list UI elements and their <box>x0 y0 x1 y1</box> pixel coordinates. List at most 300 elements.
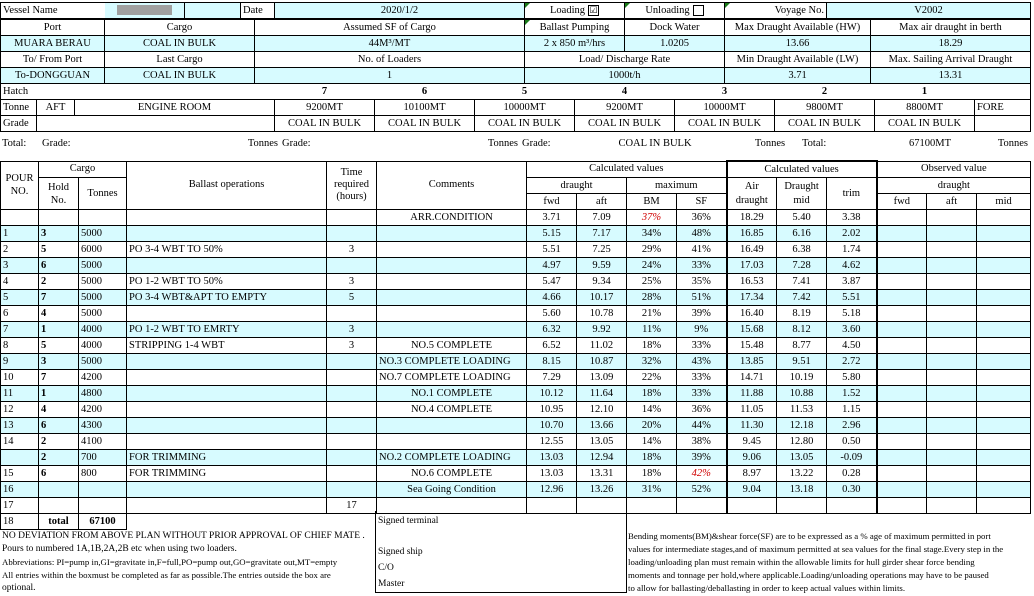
loaders-label: No. of Loaders <box>255 52 525 68</box>
plan-row <box>1 434 1031 450</box>
hatch-tonne-6[interactable]: 10100MT <box>375 100 475 116</box>
cell-observed[interactable] <box>977 338 1031 354</box>
cell-hold[interactable]: 3 <box>39 354 79 370</box>
plan-row <box>1 306 1031 322</box>
cargo-label: Cargo <box>105 20 255 36</box>
cell-tonnes[interactable]: 5000 <box>79 290 127 306</box>
cell-time[interactable] <box>327 466 377 482</box>
cell-observed[interactable] <box>977 226 1031 242</box>
cell-comment[interactable] <box>377 290 527 306</box>
cell-time[interactable]: 3 <box>327 322 377 338</box>
cell-air: 16.85 <box>727 226 777 242</box>
cell-observed[interactable] <box>927 258 977 274</box>
cell-aft: 13.31 <box>577 466 627 482</box>
cell-time[interactable] <box>327 450 377 466</box>
date-value[interactable]: 2020/1/2 <box>275 3 525 19</box>
cell-observed[interactable] <box>927 226 977 242</box>
cell-observed[interactable] <box>927 418 977 434</box>
cell-ballast[interactable]: PO 1-2 WBT TO EMRTY <box>127 322 327 338</box>
signed-ship-label: Signed ship <box>378 547 423 557</box>
tonnes-label-2: Tonnes <box>487 137 518 149</box>
cell-ballast[interactable]: PO 1-2 WBT TO 50% <box>127 274 327 290</box>
cell-ballast[interactable] <box>127 258 327 274</box>
cell-time[interactable]: 5 <box>327 290 377 306</box>
port-value[interactable]: MUARA BERAU <box>1 36 105 52</box>
cell-trim: 0.30 <box>827 482 877 498</box>
cell-observed[interactable] <box>877 498 927 514</box>
arr-aft: 7.09 <box>577 210 627 226</box>
cell-tonnes[interactable]: 4200 <box>79 402 127 418</box>
cell-comment[interactable]: NO.6 COMPLETE <box>377 466 527 482</box>
totals-table <box>0 136 1030 151</box>
cell-observed[interactable] <box>877 354 927 370</box>
loading-checkbox[interactable]: ☑ <box>589 4 598 15</box>
cell-hold[interactable]: 6 <box>39 258 79 274</box>
cell-time[interactable]: 3 <box>327 242 377 258</box>
vessel-name-value[interactable] <box>105 3 185 19</box>
cell-air: 17.34 <box>727 290 777 306</box>
voyage-label: Voyage No. <box>725 3 827 19</box>
cell-observed[interactable] <box>877 434 927 450</box>
cell-air: 15.68 <box>727 322 777 338</box>
cell-air: 11.30 <box>727 418 777 434</box>
cell-hold[interactable]: 7 <box>39 370 79 386</box>
col-aft: aft <box>577 194 627 210</box>
cell-observed[interactable] <box>877 386 927 402</box>
cell-ballast[interactable] <box>127 498 327 514</box>
cell-comment[interactable]: NO.2 COMPLETE LOADING <box>377 450 527 466</box>
cell-observed[interactable] <box>977 402 1031 418</box>
cell-observed[interactable] <box>877 290 927 306</box>
hatch-tonne-2[interactable]: 9800MT <box>775 100 875 116</box>
cell-comment[interactable] <box>377 418 527 434</box>
unloading-label: Unloading <box>645 4 690 16</box>
cell-trim: 3.60 <box>827 322 877 338</box>
plan-row <box>1 354 1031 370</box>
hatch-grade-3[interactable]: COAL IN BULK <box>675 116 775 132</box>
cell-pour: 7 <box>1 322 39 338</box>
hatch-tonne-5[interactable]: 10000MT <box>475 100 575 116</box>
cell-hold[interactable]: 7 <box>39 290 79 306</box>
cell-observed[interactable] <box>927 306 977 322</box>
cell-pour: 6 <box>1 306 39 322</box>
max-sailing-label: Max. Sailing Arrival Draught <box>871 52 1031 68</box>
col-trim: trim <box>827 178 877 210</box>
cell-observed[interactable] <box>927 498 977 514</box>
cell-ballast[interactable] <box>127 418 327 434</box>
cell-pour: 15 <box>1 466 39 482</box>
cell-comment[interactable]: NO.7 COMPLETE LOADING <box>377 370 527 386</box>
cell-tonnes[interactable]: 5000 <box>79 354 127 370</box>
cell-observed[interactable] <box>927 450 977 466</box>
cell-pour: 10 <box>1 370 39 386</box>
cell-mid: 13.22 <box>777 466 827 482</box>
cell-time[interactable] <box>327 306 377 322</box>
cell-ballast[interactable]: FOR TRIMMING <box>127 466 327 482</box>
cell-ballast[interactable] <box>127 482 327 498</box>
cell-bm: 29% <box>627 242 677 258</box>
cell-ballast[interactable] <box>127 434 327 450</box>
fore-label: FORE <box>975 100 1031 116</box>
cell-time[interactable] <box>327 418 377 434</box>
cell-mid: 13.05 <box>777 450 827 466</box>
cell-observed[interactable] <box>977 290 1031 306</box>
max-air-draught-label: Max air draught in berth <box>871 20 1031 36</box>
cell-observed[interactable] <box>927 242 977 258</box>
cell-fwd: 4.66 <box>527 290 577 306</box>
cell-observed[interactable] <box>927 466 977 482</box>
cell-comment[interactable] <box>377 258 527 274</box>
cell-observed[interactable] <box>977 450 1031 466</box>
cell-comment[interactable]: Sea Going Condition <box>377 482 527 498</box>
cell-hold[interactable]: 6 <box>39 466 79 482</box>
plan-row <box>1 402 1031 418</box>
col-obs-mid: mid <box>977 194 1031 210</box>
total-pour: 18 <box>1 514 39 530</box>
min-draught-lw-value[interactable]: 3.71 <box>725 68 871 84</box>
unloading-cell[interactable] <box>625 3 725 19</box>
cell-mid: 10.19 <box>777 370 827 386</box>
cell-observed[interactable] <box>877 338 927 354</box>
cell-aft: 13.05 <box>577 434 627 450</box>
cell-pour: 1 <box>1 226 39 242</box>
cell-tonnes[interactable]: 5000 <box>79 306 127 322</box>
cell-bm: 18% <box>627 386 677 402</box>
cell-aft: 12.10 <box>577 402 627 418</box>
cell-ballast[interactable] <box>127 386 327 402</box>
cell-tonnes[interactable]: 700 <box>79 450 127 466</box>
cell-trim: 5.80 <box>827 370 877 386</box>
hatch-label: Hatch <box>1 84 275 100</box>
loaders-value[interactable]: 1 <box>255 68 525 84</box>
cell-observed[interactable] <box>877 306 927 322</box>
cell-hold[interactable]: 5 <box>39 338 79 354</box>
max-draught-hw-value[interactable]: 13.66 <box>725 36 871 52</box>
voyage-value[interactable]: V2002 <box>827 3 1031 19</box>
cell-observed[interactable] <box>877 258 927 274</box>
cell-aft: 11.64 <box>577 386 627 402</box>
cell-observed[interactable] <box>977 306 1031 322</box>
hatch-grade-4[interactable]: COAL IN BULK <box>575 116 675 132</box>
cell-observed[interactable] <box>977 354 1031 370</box>
loading-cell[interactable] <box>525 3 625 19</box>
cell-trim: 3.87 <box>827 274 877 290</box>
cell-sf: 44% <box>677 418 727 434</box>
cell-observed[interactable] <box>877 482 927 498</box>
cell-air: 9.06 <box>727 450 777 466</box>
cell-comment[interactable]: NO.4 COMPLETE <box>377 402 527 418</box>
note-line-1: Bending moments(BM)&shear force(SF) are to be expressed as a % age of maximum permitted in port <box>628 531 991 541</box>
cell-tonnes[interactable]: 5000 <box>79 226 127 242</box>
total-tonnes: 67100 <box>79 514 127 530</box>
dock-water-value[interactable]: 1.0205 <box>625 36 725 52</box>
cell-observed[interactable] <box>877 274 927 290</box>
cell-comment[interactable] <box>377 306 527 322</box>
cell-observed[interactable] <box>977 274 1031 290</box>
cell-time[interactable] <box>327 402 377 418</box>
cell-observed[interactable] <box>877 402 927 418</box>
cell-observed[interactable] <box>977 418 1031 434</box>
cell-ballast[interactable]: PO 3-4 WBT TO 50% <box>127 242 327 258</box>
cell-ballast[interactable] <box>127 226 327 242</box>
cell-tonnes[interactable]: 4000 <box>79 338 127 354</box>
plan-row <box>1 370 1031 386</box>
cell-observed[interactable] <box>977 482 1031 498</box>
cell-tonnes[interactable] <box>79 482 127 498</box>
grade-label: Grade <box>1 116 37 132</box>
cell-hold[interactable]: 4 <box>39 402 79 418</box>
cell-hold[interactable] <box>39 482 79 498</box>
cell-tonnes[interactable]: 6000 <box>79 242 127 258</box>
plan-row <box>1 450 1031 466</box>
vessel-name-extra[interactable] <box>185 3 241 19</box>
hatch-grade-6[interactable]: COAL IN BULK <box>375 116 475 132</box>
footer-line-3: Abbreviations: PI=pump in,GI=gravitate in,F=full,PO=pump out,GO=gravitate out,MT=empty <box>2 557 338 567</box>
plan-row <box>1 258 1031 274</box>
cell-aft: 13.26 <box>577 482 627 498</box>
cell-mid: 10.88 <box>777 386 827 402</box>
hatch-no-7: 7 <box>275 84 375 100</box>
cell-observed[interactable] <box>977 322 1031 338</box>
cell-observed[interactable] <box>927 290 977 306</box>
cell-mid <box>777 498 827 514</box>
cell-observed[interactable] <box>877 242 927 258</box>
cell-pour: 13 <box>1 418 39 434</box>
ballast-pumping-value[interactable]: 2 x 850 m³/hrs <box>525 36 625 52</box>
cargo-value[interactable]: COAL IN BULK <box>105 36 255 52</box>
cell-fwd: 5.60 <box>527 306 577 322</box>
cell-observed[interactable] <box>977 498 1031 514</box>
cell-tonnes[interactable]: 4200 <box>79 370 127 386</box>
cell-observed[interactable] <box>877 450 927 466</box>
cell-hold[interactable]: 6 <box>39 418 79 434</box>
cell-tonnes[interactable] <box>79 498 127 514</box>
date-label: Date <box>241 3 275 19</box>
cell-sf: 43% <box>677 354 727 370</box>
cell-mid: 11.53 <box>777 402 827 418</box>
cell-ballast[interactable]: PO 3-4 WBT&APT TO EMPTY <box>127 290 327 306</box>
cell-tonnes[interactable]: 4100 <box>79 434 127 450</box>
cell-fwd: 6.52 <box>527 338 577 354</box>
unloading-checkbox[interactable] <box>693 5 704 16</box>
arr-sf: 36% <box>677 210 727 226</box>
cell-observed[interactable] <box>877 322 927 338</box>
cell-time[interactable] <box>327 354 377 370</box>
to-from-port-value[interactable]: To-DONGGUAN <box>1 68 105 84</box>
cell-observed[interactable] <box>927 274 977 290</box>
cell-air <box>727 498 777 514</box>
cell-observed[interactable] <box>927 386 977 402</box>
cell-comment[interactable] <box>377 226 527 242</box>
footer-line-2: Pours to numbered 1A,1B,2A,2B etc when using two loaders. <box>2 544 237 554</box>
cell-observed[interactable] <box>877 226 927 242</box>
cell-observed[interactable] <box>977 370 1031 386</box>
cell-tonnes[interactable]: 5000 <box>79 258 127 274</box>
rate-value[interactable]: 1000t/h <box>525 68 725 84</box>
cell-comment[interactable] <box>377 242 527 258</box>
cell-observed[interactable] <box>927 434 977 450</box>
hatch-no-6: 6 <box>375 84 475 100</box>
hatch-grade-5[interactable]: COAL IN BULK <box>475 116 575 132</box>
col-bm: BM <box>627 194 677 210</box>
cell-hold[interactable] <box>39 498 79 514</box>
hatch-grade-2[interactable]: COAL IN BULK <box>775 116 875 132</box>
arr-fwd: 3.71 <box>527 210 577 226</box>
cell-comment[interactable]: NO.5 COMPLETE <box>377 338 527 354</box>
max-sailing-value[interactable]: 13.31 <box>871 68 1031 84</box>
plan-row <box>1 466 1031 482</box>
col-draught: draught <box>527 178 627 194</box>
total-label-2: Total: <box>802 137 827 149</box>
cell-trim: 1.15 <box>827 402 877 418</box>
cell-fwd: 5.15 <box>527 226 577 242</box>
cell-time[interactable] <box>327 482 377 498</box>
cell-bm <box>627 498 677 514</box>
cell-comment[interactable] <box>377 274 527 290</box>
engine-room-grade <box>37 116 275 132</box>
cell-bm: 14% <box>627 402 677 418</box>
cell-trim: 1.74 <box>827 242 877 258</box>
cell-ballast[interactable]: FOR TRIMMING <box>127 450 327 466</box>
cell-observed[interactable] <box>927 482 977 498</box>
cell-aft: 13.09 <box>577 370 627 386</box>
voyage-info-table <box>0 2 1031 19</box>
grade-value-3[interactable]: COAL IN BULK <box>618 137 692 149</box>
cell-hold[interactable]: 3 <box>39 226 79 242</box>
cell-bm: 25% <box>627 274 677 290</box>
cell-time[interactable]: 3 <box>327 338 377 354</box>
hatch-tonne-3[interactable]: 10000MT <box>675 100 775 116</box>
cell-observed[interactable] <box>877 466 927 482</box>
cell-time[interactable] <box>327 258 377 274</box>
cell-hold[interactable]: 5 <box>39 242 79 258</box>
cell-observed[interactable] <box>927 322 977 338</box>
cell-mid: 12.18 <box>777 418 827 434</box>
col-sf: SF <box>677 194 727 210</box>
cell-aft: 10.87 <box>577 354 627 370</box>
cell-ballast[interactable] <box>127 402 327 418</box>
fore-grade <box>975 116 1031 132</box>
cell-mid: 7.41 <box>777 274 827 290</box>
cell-tonnes[interactable]: 4000 <box>79 322 127 338</box>
total-value[interactable]: 67100MT <box>909 137 951 149</box>
cell-pour: 3 <box>1 258 39 274</box>
footer-notes-left <box>2 530 372 595</box>
cell-pour: 2 <box>1 242 39 258</box>
cell-comment[interactable] <box>377 322 527 338</box>
cell-ballast[interactable] <box>127 370 327 386</box>
cell-aft: 12.94 <box>577 450 627 466</box>
hatch-grade-1[interactable]: COAL IN BULK <box>875 116 975 132</box>
hatch-tonne-7[interactable]: 9200MT <box>275 100 375 116</box>
cell-fwd: 13.03 <box>527 450 577 466</box>
cell-tonnes[interactable]: 5000 <box>79 274 127 290</box>
hatch-tonne-4[interactable]: 9200MT <box>575 100 675 116</box>
cell-observed[interactable] <box>877 370 927 386</box>
cell-fwd: 7.29 <box>527 370 577 386</box>
cell-observed[interactable] <box>927 338 977 354</box>
cell-observed[interactable] <box>927 402 977 418</box>
hatch-no-2: 2 <box>775 84 875 100</box>
cell-hold[interactable]: 2 <box>39 450 79 466</box>
cell-bm: 18% <box>627 450 677 466</box>
cell-pour: 17 <box>1 498 39 514</box>
hatch-table <box>0 83 1031 132</box>
cell-sf: 38% <box>677 434 727 450</box>
arr-condition-row <box>1 210 1031 226</box>
cell-observed[interactable] <box>977 466 1031 482</box>
col-comments: Comments <box>377 161 527 210</box>
hatch-grade-7[interactable]: COAL IN BULK <box>275 116 375 132</box>
cell-comment[interactable] <box>377 434 527 450</box>
cell-observed[interactable] <box>877 418 927 434</box>
cell-air: 17.03 <box>727 258 777 274</box>
cell-ballast[interactable] <box>127 354 327 370</box>
cell-sf: 52% <box>677 482 727 498</box>
signature-box[interactable] <box>375 511 627 593</box>
cell-fwd: 12.55 <box>527 434 577 450</box>
cell-air: 11.05 <box>727 402 777 418</box>
max-air-draught-value[interactable]: 18.29 <box>871 36 1031 52</box>
cell-air: 15.48 <box>727 338 777 354</box>
cell-time[interactable]: 3 <box>327 274 377 290</box>
cell-hold[interactable]: 2 <box>39 434 79 450</box>
rate-label: Load/ Discharge Rate <box>525 52 725 68</box>
cell-observed[interactable] <box>977 242 1031 258</box>
cell-observed[interactable] <box>977 258 1031 274</box>
cell-hold[interactable]: 1 <box>39 322 79 338</box>
cell-pour: 11 <box>1 386 39 402</box>
cell-observed[interactable] <box>977 434 1031 450</box>
cell-mid: 8.77 <box>777 338 827 354</box>
cell-tonnes[interactable]: 800 <box>79 466 127 482</box>
cell-air: 9.04 <box>727 482 777 498</box>
cell-observed[interactable] <box>927 354 977 370</box>
cell-time[interactable]: 17 <box>327 498 377 514</box>
loading-plan-table <box>0 160 1031 530</box>
cell-observed[interactable] <box>927 370 977 386</box>
cell-hold[interactable]: 4 <box>39 306 79 322</box>
cell-aft: 7.25 <box>577 242 627 258</box>
cell-hold[interactable]: 2 <box>39 274 79 290</box>
cell-time[interactable] <box>327 226 377 242</box>
cell-tonnes[interactable]: 4300 <box>79 418 127 434</box>
cell-time[interactable] <box>327 386 377 402</box>
vessel-name-label: Vessel Name <box>1 3 105 19</box>
hatch-no-1: 1 <box>875 84 975 100</box>
cell-ballast[interactable]: STRIPPING 1-4 WBT <box>127 338 327 354</box>
sf-value[interactable]: 44M³/MT <box>255 36 525 52</box>
cell-comment[interactable]: NO.3 COMPLETE LOADING <box>377 354 527 370</box>
cell-hold[interactable]: 1 <box>39 386 79 402</box>
hatch-tonne-1[interactable]: 8800MT <box>875 100 975 116</box>
cell-fwd: 13.03 <box>527 466 577 482</box>
cell-trim: -0.09 <box>827 450 877 466</box>
cell-tonnes[interactable]: 4800 <box>79 386 127 402</box>
cell-air: 14.71 <box>727 370 777 386</box>
col-obs-fwd: fwd <box>877 194 927 210</box>
footer-line-4: All entries within the boxmust be completed as far as possible.The entries outside the box are <box>2 570 331 580</box>
last-cargo-value[interactable]: COAL IN BULK <box>105 68 255 84</box>
cell-ballast[interactable] <box>127 306 327 322</box>
cell-comment[interactable]: NO.1 COMPLETE <box>377 386 527 402</box>
arr-comment: ARR.CONDITION <box>377 210 527 226</box>
tonnes-label-4: Tonnes <box>997 137 1028 149</box>
cell-time[interactable] <box>327 370 377 386</box>
cell-aft: 9.59 <box>577 258 627 274</box>
cell-observed[interactable] <box>977 386 1031 402</box>
cell-time[interactable] <box>327 434 377 450</box>
